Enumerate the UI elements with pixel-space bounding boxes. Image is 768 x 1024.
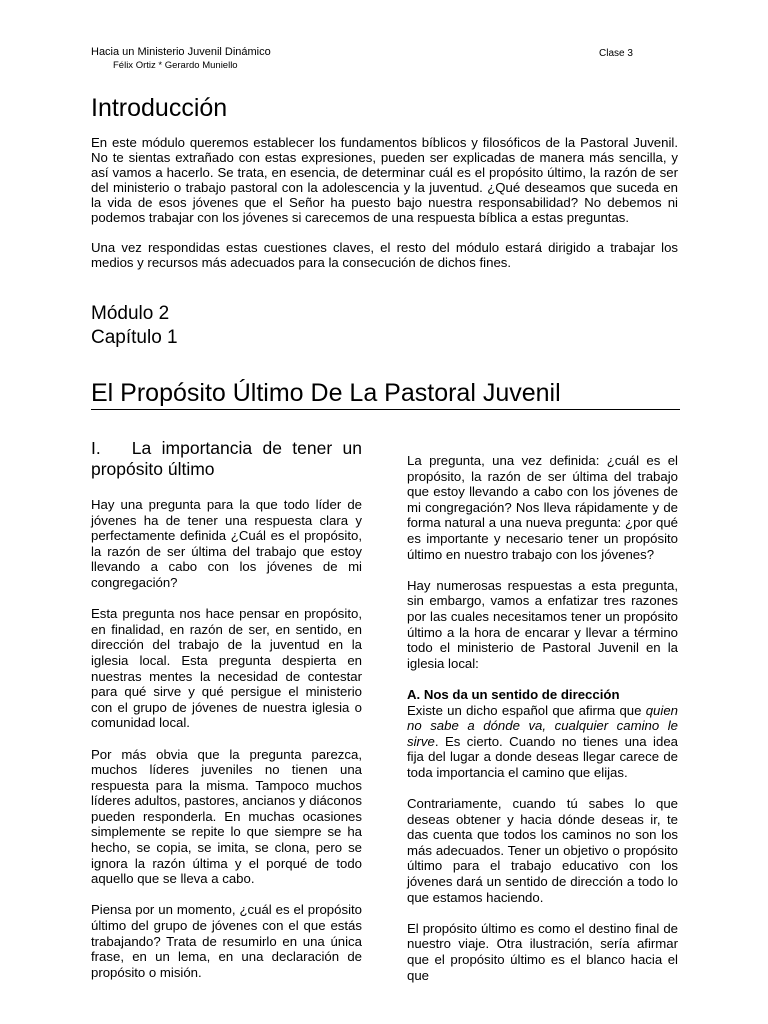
body-paragraph: Contrariamente, cuando tú sabes lo que deseas obtener y hacia dónde deseas ir, te das cuenta que todos los caminos no son los más adecuados. Tener un objetivo o propósito último para el trabajo educativo con los jóvenes dará un sentido de dirección a todo lo que estamos haciendo. <box>407 796 678 905</box>
intro-heading: Introducción <box>91 94 228 122</box>
left-column <box>91 438 367 996</box>
module-number: Módulo 2 <box>91 303 170 324</box>
body-paragraph: El propósito último es como el destino final de nuestro viaje. Otra ilustración, sería afirmar que el propósito último es el blanco hacia el que <box>407 920 678 983</box>
intro-paragraph: En este módulo queremos establecer los fundamentos bíblicos y filosóficos de la Pastoral Juvenil. No te sientas extrañado con estas expresiones, pueden ser explicadas de manera más sencilla, y así vamos a hacerlo. Se trata, en esencia, de determinar cuál es el propósito último, la razón de ser del ministerio o trabajo pastoral con la adolescencia y la juventud. ¿Qué deseamos que suceda en la vida de esos jóvenes que el Señor ha puesto bajo nuestra responsabilidad? No debemos ni podemos trabajar con los jóvenes si carecemos de una respuesta bíblica a estas preguntas. <box>91 135 678 225</box>
intro-body <box>91 135 678 285</box>
authors-line: Félix Ortiz * Gerardo Muniello <box>113 60 238 71</box>
subsection-heading: A. Nos da un sentido de dirección <box>407 686 620 702</box>
body-paragraph: Hay una pregunta para la que todo líder de jóvenes ha de tener una respuesta clara y perfectamente definida ¿Cuál es el propósito, la razón de ser última del trabajo que estoy llevando a cabo con los jóvenes de mi congregación? <box>91 497 362 590</box>
module-heading <box>91 302 178 350</box>
right-column <box>407 453 678 999</box>
body-paragraph: Piensa por un momento, ¿cuál es el propósito último del grupo de jóvenes con el que estás trabajando? Trata de resumirlo en una única frase, en un lema, en una declaración de propósito o misión. <box>91 902 362 980</box>
class-label: Clase 3 <box>599 48 633 59</box>
body-paragraph: Por más obvia que la pregunta parezca, muchos líderes juveniles no tienen una respuesta para la misma. Tampoco muchos líderes adultos, pastores, ancianos y diáconos pueden responderla. En muchas ocasiones simplemente se repite lo que siempre se ha hecho, se copia, se imita, se clona, pero se ignora la razón última y el porqué de todo aquello que se lleva a cabo. <box>91 746 362 887</box>
body-paragraph: Esta pregunta nos hace pensar en propósito, en finalidad, en razón de ser, en sentido, en dirección del trabajo de la juventud en la iglesia local. Esta pregunta despierta en nuestras mentes la necesidad de contestar para qué sirve y qué persigue el ministerio con el grupo de jóvenes de nuestra iglesia o comunidad local. <box>91 606 362 731</box>
chapter-number: Capítulo 1 <box>91 327 178 348</box>
body-paragraph: Hay numerosas respuestas a esta pregunta, sin embargo, vamos a enfatizar tres razones por las cuales necesitamos tener un propósito último a la hora de encarar y llevar a término todo el ministerio de Pastoral Juvenil en la iglesia local: <box>407 577 678 671</box>
body-paragraph: La pregunta, una vez definida: ¿cuál es el propósito, la razón de ser última del trabajo que estoy llevando a cabo con los jóvenes de mi congregación? Nos lleva rápidamente y de forma natural a una nueva pregunta: ¿por qué es importante y necesario tener un propósito último en nuestro trabajo con los jóvenes? <box>407 453 678 562</box>
running-header <box>91 45 271 73</box>
section-heading: I. La importancia de tener un propósito último <box>91 438 367 479</box>
document-title: Hacia un Ministerio Juvenil Dinámico <box>91 46 271 58</box>
quoted-saying: quien no sabe a dónde va, cualquier camino le sirve <box>407 702 678 749</box>
paragraph-text: . Es cierto. Cuando no tienes una idea fija del lugar a donde deseas llegar carece de toda importancia el camino que elijas. <box>407 733 678 780</box>
body-paragraph <box>407 703 678 781</box>
intro-paragraph: Una vez respondidas estas cuestiones claves, el resto del módulo estará dirigido a trabajar los medios y recursos más adecuados para la consecución de dichos fines. <box>91 240 678 270</box>
paragraph-text: Existe un dicho español que afirma que <box>407 702 646 718</box>
chapter-title: El Propósito Último De La Pastoral Juvenil <box>91 378 680 410</box>
